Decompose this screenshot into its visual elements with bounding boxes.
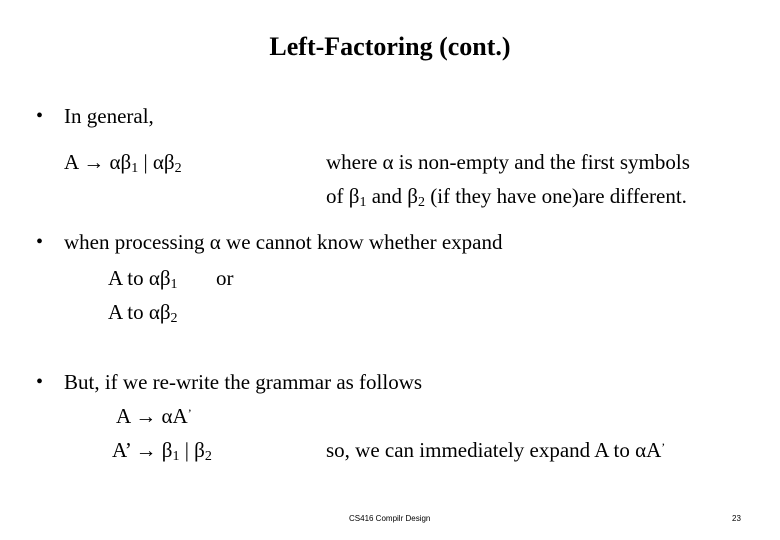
slide-title: Left-Factoring (cont.) [269,32,511,61]
footer-page-number: 23 [732,514,741,523]
rewritten-rule-2-sub1: 1 [172,449,180,464]
expand-option-2 [108,300,178,324]
rewritten-rule-1-prime: ’ [187,406,192,420]
where-line-1: where α is non-empty and the first symbols [326,150,690,174]
or-label: or [216,266,234,290]
general-rule-sub2: 2 [174,161,182,176]
conclusion-text-prime: ’ [661,440,666,454]
expand-option-1-text: A to αβ [108,266,171,290]
rewritten-rule-2 [112,438,212,462]
general-rule [64,150,182,174]
bullet-3-marker: • [36,371,44,393]
bullet-2-marker: • [36,231,44,253]
expand-option-1-sub: 1 [170,277,178,292]
bullet-3-text: But, if we re-write the grammar as follows [64,370,423,394]
expand-option-1 [108,266,178,290]
rewritten-rule-2-part2: | β [179,438,205,462]
footer-course: CS416 Compilr Design [349,514,431,523]
conclusion-text-main: so, we can immediately expand A to αA [326,438,662,462]
where-line-2-part2: and β [366,184,418,208]
general-rule-sub1: 1 [131,161,139,176]
where-line-2 [326,184,687,208]
bullet-2-text: when processing α we cannot know whether expand [64,230,503,254]
rewritten-rule-2-part1: A’ → β [112,438,173,462]
where-line-2-part1: of β [326,184,360,208]
rewritten-rule-2-sub2: 2 [204,449,212,464]
rewritten-rule-1 [116,404,192,428]
where-line-2-part3: (if they have one)are different. [424,184,687,208]
conclusion-text [326,438,665,462]
where-line-2-sub1: 1 [359,195,367,210]
expand-option-2-sub: 2 [170,311,178,326]
where-line-2-sub2: 2 [417,195,425,210]
general-rule-part2: | αβ [138,150,175,174]
bullet-1-text: In general, [64,104,154,128]
bullet-1-marker: • [36,105,44,127]
expand-option-2-text: A to αβ [108,300,171,324]
rewritten-rule-1-text: A → αA [116,404,188,428]
general-rule-part1: A → αβ [64,150,132,174]
